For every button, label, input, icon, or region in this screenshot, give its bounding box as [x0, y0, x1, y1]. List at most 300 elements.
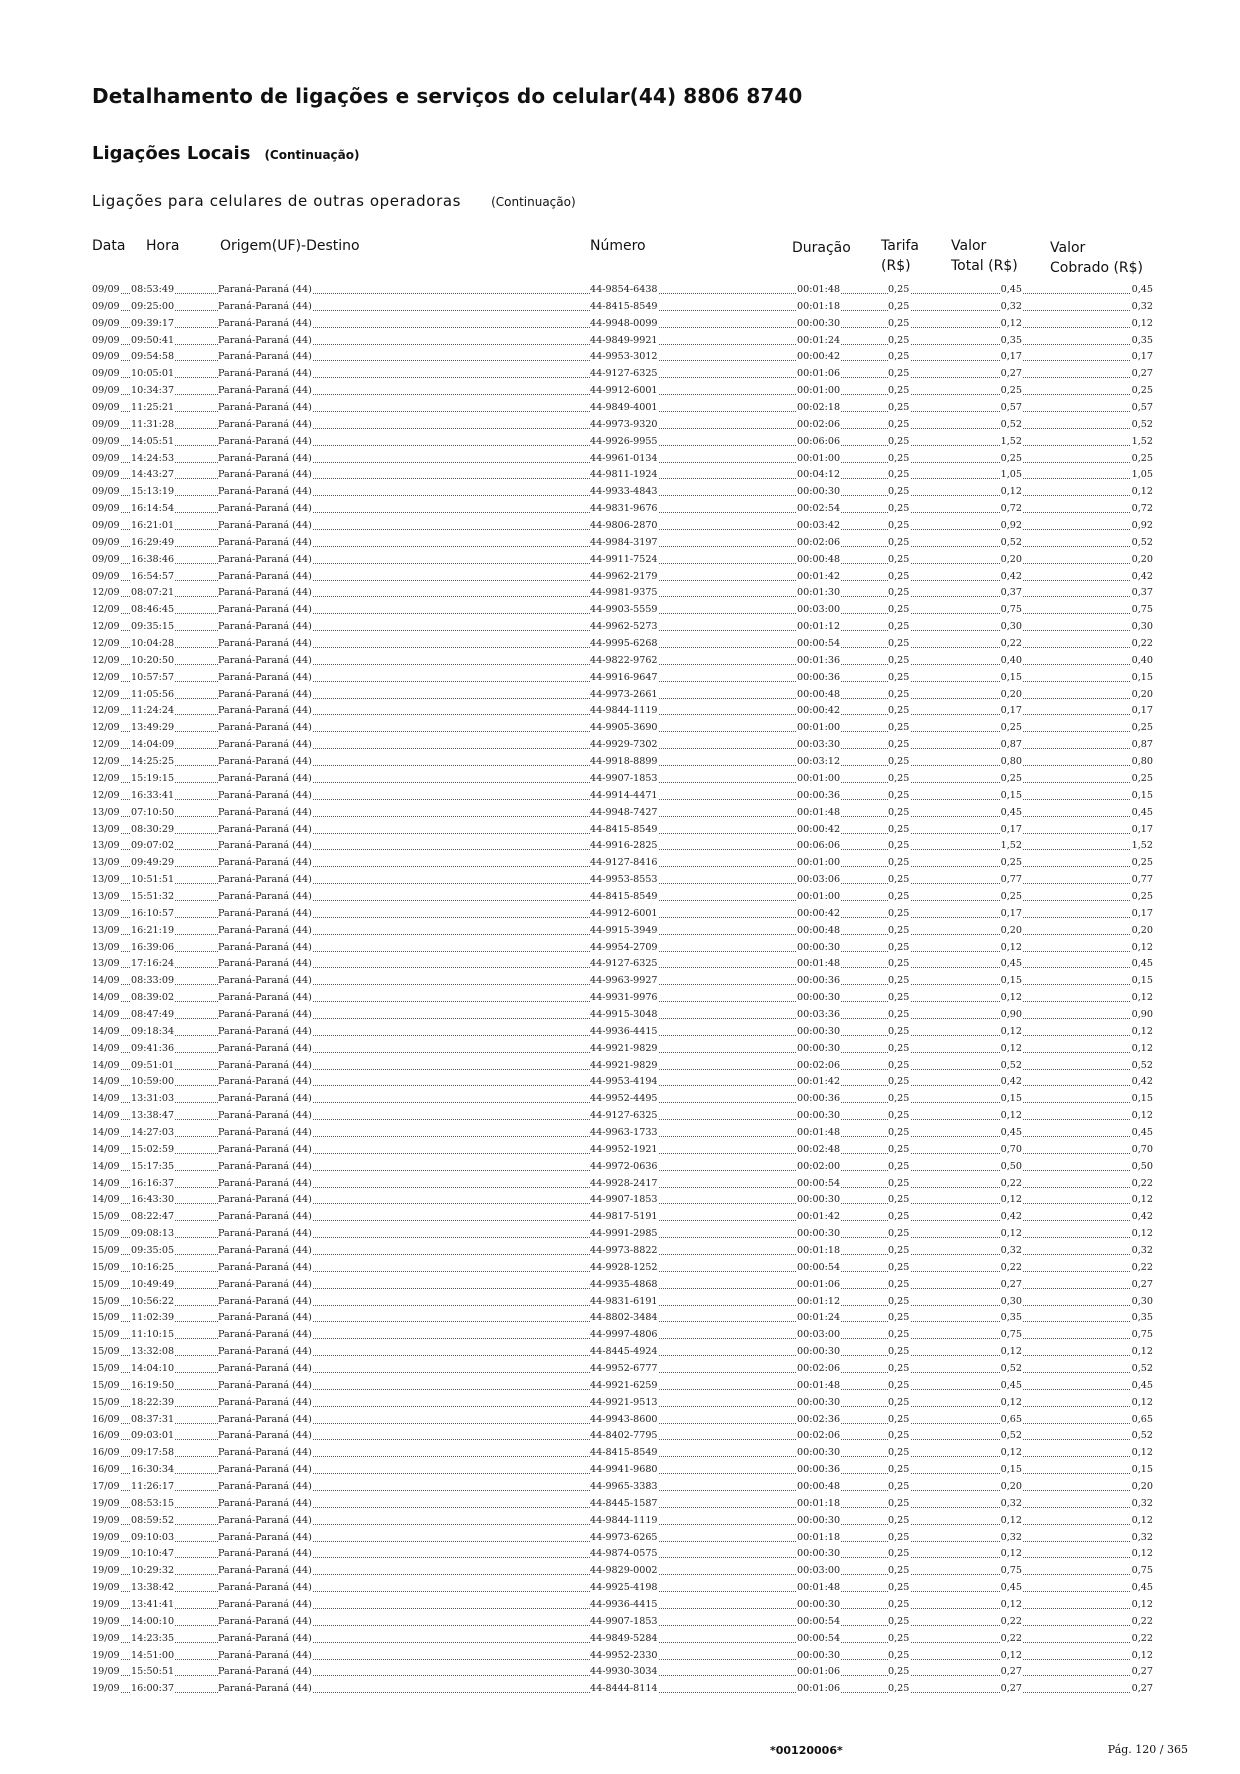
table-row	[0, 1596, 1240, 1613]
table-row	[0, 787, 1240, 804]
date-cell: 13/09	[92, 907, 120, 919]
header-valor-total-unit: Total (R$)	[951, 258, 1018, 274]
time-cell: 10:16:25	[131, 1261, 175, 1273]
origin-destination-cell: Paraná-Paraná (44)	[218, 1548, 312, 1560]
charged-value-cell: 0,25	[1131, 772, 1153, 784]
charged-value-cell: 0,42	[1131, 570, 1153, 582]
charged-value-cell: 0,32	[1131, 1497, 1153, 1509]
duration-cell: 00:00:30	[797, 1514, 841, 1526]
table-row	[0, 736, 1240, 753]
date-cell: 09/09	[92, 418, 120, 430]
origin-destination-cell: Paraná-Paraná (44)	[218, 941, 312, 953]
duration-cell: 00:00:30	[797, 1548, 841, 1560]
section-title	[92, 143, 360, 164]
number-cell: 44-9831-6191	[590, 1295, 658, 1307]
table-row	[0, 686, 1240, 703]
origin-destination-cell: Paraná-Paraná (44)	[218, 1666, 312, 1678]
time-cell: 09:03:01	[131, 1430, 175, 1442]
tariff-cell: 0,25	[888, 654, 910, 666]
origin-destination-cell: Paraná-Paraná (44)	[218, 1363, 312, 1374]
time-cell: 13:41:41	[131, 1599, 175, 1611]
table-row	[0, 1579, 1240, 1596]
charged-value-cell: 0,12	[1131, 1025, 1153, 1037]
total-value-cell: 0,20	[1000, 924, 1022, 936]
number-cell: 44-9912-6001	[590, 385, 658, 397]
tariff-cell: 0,25	[888, 1683, 910, 1695]
date-cell: 13/09	[92, 941, 120, 953]
total-value-cell: 0,12	[1000, 1025, 1022, 1037]
table-row	[0, 1613, 1240, 1630]
origin-destination-cell: Paraná-Paraná (44)	[218, 789, 312, 801]
origin-destination-cell: Paraná-Paraná (44)	[218, 958, 312, 970]
total-value-cell: 0,72	[1000, 503, 1022, 515]
number-cell: 44-9921-9829	[590, 1042, 658, 1054]
duration-cell: 00:00:30	[797, 486, 841, 498]
page-title: Detalhamento de ligações e serviços do celular(44) 8806 8740	[92, 84, 803, 108]
number-cell: 44-9811-1924	[590, 469, 658, 481]
table-row	[0, 1343, 1240, 1360]
date-cell: 12/09	[92, 604, 120, 616]
number-cell: 44-9953-4194	[590, 1076, 658, 1088]
duration-cell: 00:01:00	[797, 772, 841, 784]
time-cell: 09:25:00	[131, 300, 175, 312]
tariff-cell: 0,25	[888, 300, 910, 312]
time-cell: 16:54:57	[131, 570, 175, 582]
time-cell: 16:16:37	[131, 1177, 175, 1189]
date-cell: 13/09	[92, 823, 120, 835]
number-cell: 44-9911-7524	[590, 553, 658, 565]
date-cell: 09/09	[92, 469, 120, 481]
total-value-cell: 0,87	[1000, 739, 1022, 751]
table-row	[0, 922, 1240, 939]
tariff-cell: 0,25	[888, 789, 910, 801]
number-cell: 44-9907-1853	[590, 772, 658, 784]
date-cell: 19/09	[92, 1514, 120, 1526]
origin-destination-cell: Paraná-Paraná (44)	[218, 418, 312, 430]
table-row	[0, 1158, 1240, 1175]
origin-destination-cell: Paraná-Paraná (44)	[218, 1211, 312, 1223]
table-row	[0, 1208, 1240, 1225]
duration-cell: 00:03:00	[797, 1329, 841, 1341]
time-cell: 10:34:37	[131, 385, 175, 397]
tariff-cell: 0,25	[888, 469, 910, 481]
charged-value-cell: 0,12	[1131, 1194, 1153, 1206]
table-row	[0, 466, 1240, 483]
tariff-cell: 0,25	[888, 452, 910, 464]
number-cell: 44-9916-2825	[590, 840, 658, 852]
number-cell: 44-9948-0099	[590, 317, 658, 329]
duration-cell: 00:00:30	[797, 941, 841, 953]
table-row	[0, 365, 1240, 382]
total-value-cell: 0,22	[1000, 638, 1022, 650]
origin-destination-cell: Paraná-Paraná (44)	[218, 1683, 312, 1695]
charged-value-cell: 0,52	[1131, 418, 1153, 430]
duration-cell: 00:00:42	[797, 823, 841, 835]
tariff-cell: 0,25	[888, 435, 910, 447]
number-cell: 44-9921-6259	[590, 1379, 658, 1391]
date-cell: 14/09	[92, 992, 120, 1004]
table-row	[0, 1680, 1240, 1697]
total-value-cell: 0,32	[1000, 1497, 1022, 1509]
table-row	[0, 1495, 1240, 1512]
origin-destination-cell: Paraná-Paraná (44)	[218, 351, 312, 363]
charged-value-cell: 1,52	[1131, 840, 1153, 852]
date-cell: 13/09	[92, 924, 120, 936]
number-cell: 44-9981-9375	[590, 587, 658, 599]
date-cell: 12/09	[92, 654, 120, 666]
duration-cell: 00:01:42	[797, 1211, 841, 1223]
number-cell: 44-9952-4495	[590, 1093, 658, 1105]
origin-destination-cell: Paraná-Paraná (44)	[218, 587, 312, 599]
time-cell: 13:38:47	[131, 1110, 175, 1122]
origin-destination-cell: Paraná-Paraná (44)	[218, 553, 312, 565]
duration-cell: 00:01:06	[797, 1683, 841, 1695]
date-cell: 12/09	[92, 722, 120, 734]
header-valor-cobrado-unit: Cobrado (R$)	[1050, 260, 1144, 276]
date-cell: 13/09	[92, 958, 120, 970]
table-row	[0, 1562, 1240, 1579]
date-cell: 19/09	[92, 1548, 120, 1560]
duration-cell: 00:00:48	[797, 1481, 841, 1493]
duration-cell: 00:01:48	[797, 958, 841, 970]
subsection-continuation-note: (Continuação)	[491, 195, 576, 209]
time-cell: 09:35:15	[131, 621, 175, 633]
duration-cell: 00:01:24	[797, 334, 841, 346]
number-cell: 44-9903-5559	[590, 604, 658, 616]
time-cell: 13:31:03	[131, 1093, 175, 1105]
duration-cell: 00:00:30	[797, 1025, 841, 1037]
duration-cell: 00:03:36	[797, 1008, 841, 1020]
duration-cell: 00:02:48	[797, 1143, 841, 1155]
total-value-cell: 0,52	[1000, 418, 1022, 430]
tariff-cell: 0,25	[888, 1042, 910, 1054]
table-row	[0, 939, 1240, 956]
table-row	[0, 382, 1240, 399]
charged-value-cell: 0,12	[1131, 317, 1153, 329]
origin-destination-cell: Paraná-Paraná (44)	[218, 570, 312, 582]
number-cell: 44-9952-1921	[590, 1143, 658, 1155]
tariff-cell: 0,25	[888, 402, 910, 414]
total-value-cell: 0,75	[1000, 1565, 1022, 1577]
tariff-cell: 0,25	[888, 1531, 910, 1543]
number-cell: 44-8415-8549	[590, 1447, 658, 1459]
origin-destination-cell: Paraná-Paraná (44)	[218, 722, 312, 734]
total-value-cell: 0,57	[1000, 402, 1022, 414]
table-row	[0, 1360, 1240, 1377]
time-cell: 14:25:25	[131, 756, 175, 768]
time-cell: 16:21:19	[131, 924, 175, 936]
table-row	[0, 450, 1240, 467]
origin-destination-cell: Paraná-Paraná (44)	[218, 284, 312, 295]
origin-destination-cell: Paraná-Paraná (44)	[218, 604, 312, 616]
tariff-cell: 0,25	[888, 1110, 910, 1122]
section-title-text: Ligações Locais	[92, 143, 251, 164]
charged-value-cell: 0,30	[1131, 1295, 1153, 1307]
time-cell: 15:50:51	[131, 1666, 175, 1678]
charged-value-cell: 0,12	[1131, 1396, 1153, 1408]
number-cell: 44-8415-8549	[590, 300, 658, 312]
charged-value-cell: 0,45	[1131, 958, 1153, 970]
date-cell: 15/09	[92, 1312, 120, 1324]
duration-cell: 00:01:00	[797, 452, 841, 464]
number-cell: 44-9912-6001	[590, 907, 658, 919]
duration-cell: 00:00:30	[797, 1447, 841, 1459]
number-cell: 44-8445-4924	[590, 1346, 658, 1358]
table-row	[0, 871, 1240, 888]
time-cell: 14:00:10	[131, 1615, 175, 1627]
origin-destination-cell: Paraná-Paraná (44)	[218, 469, 312, 481]
charged-value-cell: 0,40	[1131, 654, 1153, 666]
number-cell: 44-9936-4415	[590, 1025, 658, 1037]
page-number: Pág. 120 / 365	[1107, 1743, 1188, 1756]
number-cell: 44-9914-4471	[590, 789, 658, 801]
duration-cell: 00:00:48	[797, 553, 841, 565]
tariff-cell: 0,25	[888, 739, 910, 751]
total-value-cell: 0,90	[1000, 1008, 1022, 1020]
date-cell: 09/09	[92, 284, 120, 295]
date-cell: 14/09	[92, 1059, 120, 1071]
total-value-cell: 0,77	[1000, 874, 1022, 886]
table-row	[0, 433, 1240, 450]
time-cell: 10:51:51	[131, 874, 175, 886]
total-value-cell: 0,20	[1000, 1481, 1022, 1493]
tariff-cell: 0,25	[888, 1413, 910, 1425]
date-cell: 13/09	[92, 806, 120, 818]
origin-destination-cell: Paraná-Paraná (44)	[218, 1042, 312, 1054]
total-value-cell: 0,45	[1000, 1379, 1022, 1391]
origin-destination-cell: Paraná-Paraná (44)	[218, 1565, 312, 1577]
charged-value-cell: 0,52	[1131, 536, 1153, 548]
duration-cell: 00:03:42	[797, 520, 841, 532]
table-row	[0, 517, 1240, 534]
table-row	[0, 652, 1240, 669]
date-cell: 12/09	[92, 739, 120, 751]
date-cell: 09/09	[92, 503, 120, 515]
number-cell: 44-9849-5284	[590, 1632, 658, 1644]
total-value-cell: 0,17	[1000, 907, 1022, 919]
total-value-cell: 0,52	[1000, 1059, 1022, 1071]
date-cell: 19/09	[92, 1615, 120, 1627]
time-cell: 09:51:01	[131, 1059, 175, 1071]
date-cell: 14/09	[92, 1143, 120, 1155]
number-cell: 44-9916-9647	[590, 671, 658, 683]
number-cell: 44-8415-8549	[590, 890, 658, 902]
number-cell: 44-8415-8549	[590, 823, 658, 835]
duration-cell: 00:01:48	[797, 1582, 841, 1594]
duration-cell: 00:03:30	[797, 739, 841, 751]
duration-cell: 00:01:12	[797, 621, 841, 633]
number-cell: 44-9972-0636	[590, 1160, 658, 1172]
tariff-cell: 0,25	[888, 874, 910, 886]
number-cell: 44-9961-0134	[590, 452, 658, 464]
table-row	[0, 1647, 1240, 1664]
charged-value-cell: 0,25	[1131, 385, 1153, 397]
charged-value-cell: 0,32	[1131, 1244, 1153, 1256]
charged-value-cell: 0,35	[1131, 334, 1153, 346]
charged-value-cell: 0,35	[1131, 1312, 1153, 1324]
time-cell: 16:00:37	[131, 1683, 175, 1695]
table-row	[0, 837, 1240, 854]
tariff-cell: 0,25	[888, 772, 910, 784]
total-value-cell: 0,42	[1000, 1076, 1022, 1088]
total-value-cell: 0,27	[1000, 1666, 1022, 1678]
origin-destination-cell: Paraná-Paraná (44)	[218, 823, 312, 835]
duration-cell: 00:01:48	[797, 284, 841, 295]
duration-cell: 00:01:30	[797, 587, 841, 599]
origin-destination-cell: Paraná-Paraná (44)	[218, 1615, 312, 1627]
date-cell: 19/09	[92, 1497, 120, 1509]
number-cell: 44-9127-6325	[590, 368, 658, 380]
table-row	[0, 601, 1240, 618]
duration-cell: 00:06:06	[797, 840, 841, 852]
time-cell: 09:39:17	[131, 317, 175, 329]
duration-cell: 00:02:06	[797, 1430, 841, 1442]
date-cell: 19/09	[92, 1599, 120, 1611]
header-valor-total: Valor	[951, 238, 987, 254]
total-value-cell: 0,75	[1000, 1329, 1022, 1341]
duration-cell: 00:01:36	[797, 654, 841, 666]
table-row	[0, 584, 1240, 601]
origin-destination-cell: Paraná-Paraná (44)	[218, 907, 312, 919]
date-cell: 12/09	[92, 789, 120, 801]
origin-destination-cell: Paraná-Paraná (44)	[218, 1008, 312, 1020]
tariff-cell: 0,25	[888, 1396, 910, 1408]
total-value-cell: 0,15	[1000, 1093, 1022, 1105]
date-cell: 15/09	[92, 1244, 120, 1256]
duration-cell: 00:01:42	[797, 1076, 841, 1088]
total-value-cell: 0,12	[1000, 1649, 1022, 1661]
table-row	[0, 719, 1240, 736]
time-cell: 09:07:02	[131, 840, 175, 852]
table-row	[0, 821, 1240, 838]
origin-destination-cell: Paraná-Paraná (44)	[218, 1464, 312, 1476]
table-row	[0, 298, 1240, 315]
table-row	[0, 972, 1240, 989]
number-cell: 44-9926-9955	[590, 435, 658, 447]
duration-cell: 00:01:00	[797, 385, 841, 397]
date-cell: 14/09	[92, 1042, 120, 1054]
duration-cell: 00:02:54	[797, 503, 841, 515]
number-cell: 44-9952-2330	[590, 1649, 658, 1661]
tariff-cell: 0,25	[888, 756, 910, 768]
total-value-cell: 0,12	[1000, 1228, 1022, 1240]
date-cell: 13/09	[92, 874, 120, 886]
date-cell: 09/09	[92, 520, 120, 532]
time-cell: 11:24:24	[131, 705, 175, 717]
date-cell: 16/09	[92, 1447, 120, 1459]
table-row	[0, 955, 1240, 972]
tariff-cell: 0,25	[888, 1599, 910, 1611]
time-cell: 14:51:00	[131, 1649, 175, 1661]
origin-destination-cell: Paraná-Paraná (44)	[218, 857, 312, 869]
origin-destination-cell: Paraná-Paraná (44)	[218, 334, 312, 346]
time-cell: 10:56:22	[131, 1295, 175, 1307]
charged-value-cell: 0,75	[1131, 1565, 1153, 1577]
origin-destination-cell: Paraná-Paraná (44)	[218, 1076, 312, 1088]
total-value-cell: 1,52	[1000, 435, 1022, 447]
date-cell: 19/09	[92, 1582, 120, 1594]
charged-value-cell: 1,05	[1131, 469, 1153, 481]
tariff-cell: 0,25	[888, 1194, 910, 1206]
charged-value-cell: 0,12	[1131, 1228, 1153, 1240]
charged-value-cell: 0,32	[1131, 300, 1153, 312]
number-cell: 44-8444-8114	[590, 1683, 658, 1695]
origin-destination-cell: Paraná-Paraná (44)	[218, 503, 312, 515]
total-value-cell: 0,12	[1000, 1514, 1022, 1526]
time-cell: 08:30:29	[131, 823, 175, 835]
duration-cell: 00:02:06	[797, 536, 841, 548]
origin-destination-cell: Paraná-Paraná (44)	[218, 1126, 312, 1138]
charged-value-cell: 0,72	[1131, 503, 1153, 515]
duration-cell: 00:00:30	[797, 1346, 841, 1358]
time-cell: 10:10:47	[131, 1548, 175, 1560]
date-cell: 09/09	[92, 452, 120, 464]
origin-destination-cell: Paraná-Paraná (44)	[218, 874, 312, 886]
date-cell: 09/09	[92, 317, 120, 329]
number-cell: 44-9953-3012	[590, 351, 658, 363]
tariff-cell: 0,25	[888, 317, 910, 329]
charged-value-cell: 0,12	[1131, 1599, 1153, 1611]
duration-cell: 00:01:18	[797, 300, 841, 312]
charged-value-cell: 0,80	[1131, 756, 1153, 768]
date-cell: 09/09	[92, 570, 120, 582]
total-value-cell: 0,52	[1000, 1363, 1022, 1374]
origin-destination-cell: Paraná-Paraná (44)	[218, 1194, 312, 1206]
total-value-cell: 0,12	[1000, 486, 1022, 498]
call-detail-table	[0, 281, 1240, 1697]
total-value-cell: 0,40	[1000, 654, 1022, 666]
number-cell: 44-9995-6268	[590, 638, 658, 650]
charged-value-cell: 0,45	[1131, 1379, 1153, 1391]
table-row	[0, 1512, 1240, 1529]
date-cell: 15/09	[92, 1211, 120, 1223]
duration-cell: 00:00:36	[797, 975, 841, 987]
table-row	[0, 1242, 1240, 1259]
charged-value-cell: 0,17	[1131, 823, 1153, 835]
number-cell: 44-9965-3383	[590, 1481, 658, 1493]
number-cell: 44-9849-4001	[590, 402, 658, 414]
total-value-cell: 0,22	[1000, 1615, 1022, 1627]
total-value-cell: 0,12	[1000, 1396, 1022, 1408]
total-value-cell: 0,25	[1000, 722, 1022, 734]
date-cell: 16/09	[92, 1430, 120, 1442]
origin-destination-cell: Paraná-Paraná (44)	[218, 1295, 312, 1307]
total-value-cell: 0,17	[1000, 705, 1022, 717]
total-value-cell: 0,12	[1000, 1110, 1022, 1122]
charged-value-cell: 0,25	[1131, 857, 1153, 869]
number-cell: 44-9948-7427	[590, 806, 658, 818]
date-cell: 12/09	[92, 705, 120, 717]
time-cell: 13:32:08	[131, 1346, 175, 1358]
time-cell: 14:24:53	[131, 452, 175, 464]
duration-cell: 00:00:30	[797, 1042, 841, 1054]
total-value-cell: 0,37	[1000, 587, 1022, 599]
origin-destination-cell: Paraná-Paraná (44)	[218, 688, 312, 700]
charged-value-cell: 0,27	[1131, 1683, 1153, 1695]
header-hora: Hora	[146, 238, 180, 254]
charged-value-cell: 0,12	[1131, 1447, 1153, 1459]
number-cell: 44-9973-6265	[590, 1531, 658, 1543]
tariff-cell: 0,25	[888, 1244, 910, 1256]
date-cell: 09/09	[92, 402, 120, 414]
table-row	[0, 551, 1240, 568]
origin-destination-cell: Paraná-Paraná (44)	[218, 1531, 312, 1543]
table-row	[0, 1225, 1240, 1242]
origin-destination-cell: Paraná-Paraná (44)	[218, 1278, 312, 1290]
charged-value-cell: 0,52	[1131, 1430, 1153, 1442]
tariff-cell: 0,25	[888, 1312, 910, 1324]
duration-cell: 00:01:18	[797, 1531, 841, 1543]
